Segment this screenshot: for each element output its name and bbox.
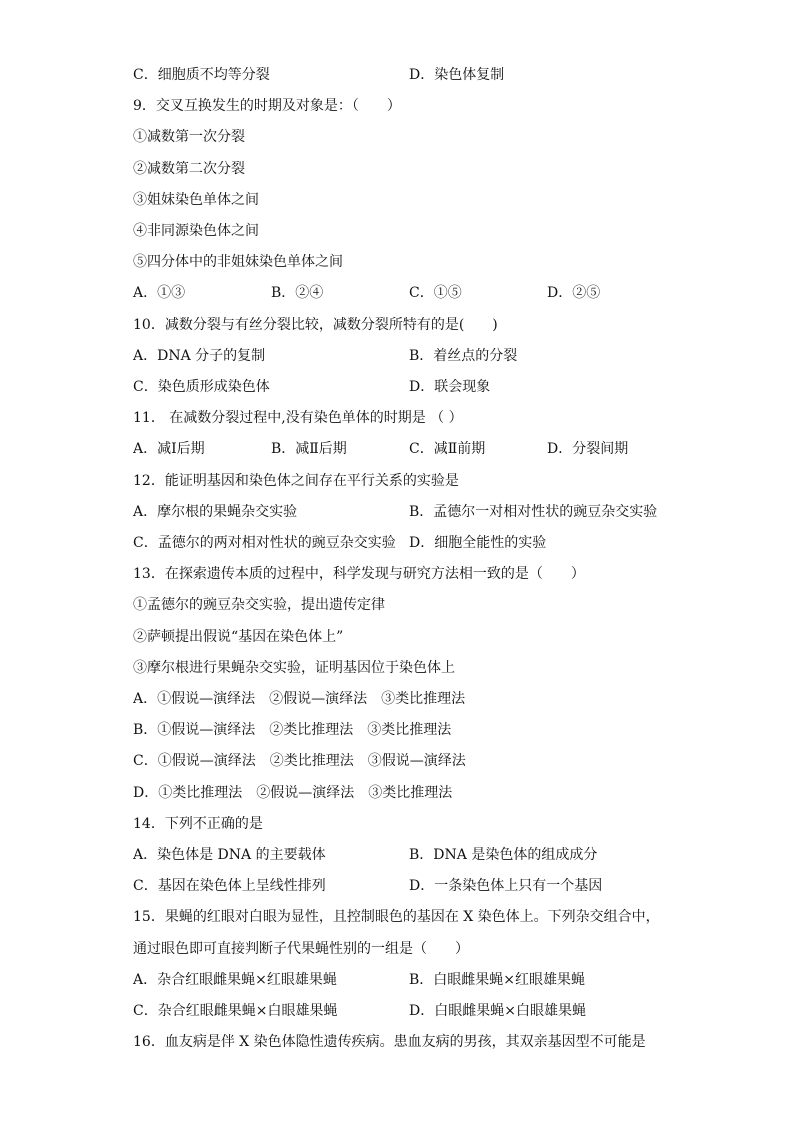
option-text: D．细胞全能性的实验 bbox=[409, 535, 547, 551]
option-text: D．联会现象 bbox=[409, 379, 491, 395]
text-line: ②减数第二次分裂 bbox=[133, 161, 245, 177]
option-text: C．减Ⅱ前期 bbox=[409, 441, 486, 457]
text-line: A．①③ bbox=[133, 285, 186, 301]
option-text: B．孟德尔一对相对性状的豌豆杂交实验 bbox=[409, 504, 658, 520]
text-line: ②萨顿提出假说“基因在染色体上” bbox=[133, 629, 344, 645]
text-line: ③摩尔根进行果蝇杂交实验，证明基因位于染色体上 bbox=[133, 660, 455, 676]
text-line: 13．在探索遗传本质的过程中，科学发现与研究方法相一致的是（ ） bbox=[133, 566, 585, 582]
text-line: 11． 在减数分裂过程中,没有染色单体的时期是 （ ） bbox=[133, 410, 463, 426]
option-text: B．②④ bbox=[271, 285, 324, 301]
text-line: C．细胞质不均等分裂 bbox=[133, 67, 270, 83]
option-text: D．染色体复制 bbox=[409, 67, 505, 83]
option-text: D．白眼雌果蝇×白眼雄果蝇 bbox=[409, 1003, 586, 1019]
option-text: C．①⑤ bbox=[409, 285, 462, 301]
text-line: C．①假说—演绎法 ②类比推理法 ③假说—演绎法 bbox=[133, 753, 466, 769]
text-line: 16．血友病是伴 X 染色体隐性遗传疾病。患血友病的男孩，其双亲基因型不可能是 bbox=[133, 1034, 646, 1050]
option-text: D．一条染色体上只有一个基因 bbox=[409, 878, 603, 894]
text-line: D．①类比推理法 ②假说—演绎法 ③类比推理法 bbox=[133, 785, 453, 801]
text-line: C．杂合红眼雌果蝇×白眼雄果蝇 bbox=[133, 1003, 338, 1019]
text-line: 10．减数分裂与有丝分裂比较，减数分裂所特有的是( ) bbox=[133, 317, 498, 333]
text-line: A．减Ⅰ后期 bbox=[133, 441, 205, 457]
option-text: B．白眼雌果蝇×红眼雄果蝇 bbox=[409, 972, 586, 988]
text-line: C．基因在染色体上呈线性排列 bbox=[133, 878, 326, 894]
text-line: C．孟德尔的两对相对性状的豌豆杂交实验 bbox=[133, 535, 396, 551]
option-text: B．DNA 是染色体的组成成分 bbox=[409, 847, 598, 863]
text-line: 通过眼色即可直接判断子代果蝇性别的一组是（ ） bbox=[133, 941, 469, 957]
text-line: A．摩尔根的果蝇杂交实验 bbox=[133, 504, 298, 520]
option-text: D．②⑤ bbox=[547, 285, 601, 301]
option-text: B．着丝点的分裂 bbox=[409, 348, 518, 364]
text-line: ④非同源染色体之间 bbox=[133, 223, 259, 239]
text-line: B．①假说—演绎法 ②类比推理法 ③类比推理法 bbox=[133, 722, 452, 738]
option-text: D．分裂间期 bbox=[547, 441, 629, 457]
option-text: B．减Ⅱ后期 bbox=[271, 441, 347, 457]
text-line: 15．果蝇的红眼对白眼为显性，且控制眼色的基因在 X 染色体上。下列杂交组合中， bbox=[133, 909, 660, 925]
text-line: 9．交叉互换发生的时期及对象是：（ ） bbox=[133, 98, 401, 114]
text-line: 12．能证明基因和染色体之间存在平行关系的实验是 bbox=[133, 473, 459, 489]
text-line: ①孟德尔的豌豆杂交实验，提出遗传定律 bbox=[133, 597, 385, 613]
text-line: C．染色质形成染色体 bbox=[133, 379, 270, 395]
text-line: ⑤四分体中的非姐妹染色单体之间 bbox=[133, 254, 343, 270]
text-line: A．DNA 分子的复制 bbox=[133, 348, 266, 364]
text-line: A．①假说—演绎法 ②假说—演绎法 ③类比推理法 bbox=[133, 691, 466, 707]
text-line: 14．下列不正确的是 bbox=[133, 816, 263, 832]
text-line: ①减数第一次分裂 bbox=[133, 129, 245, 145]
text-line: ③姐妹染色单体之间 bbox=[133, 192, 259, 208]
text-line: A．杂合红眼雌果蝇×红眼雄果蝇 bbox=[133, 972, 337, 988]
text-line: A．染色体是 DNA 的主要载体 bbox=[133, 847, 326, 863]
